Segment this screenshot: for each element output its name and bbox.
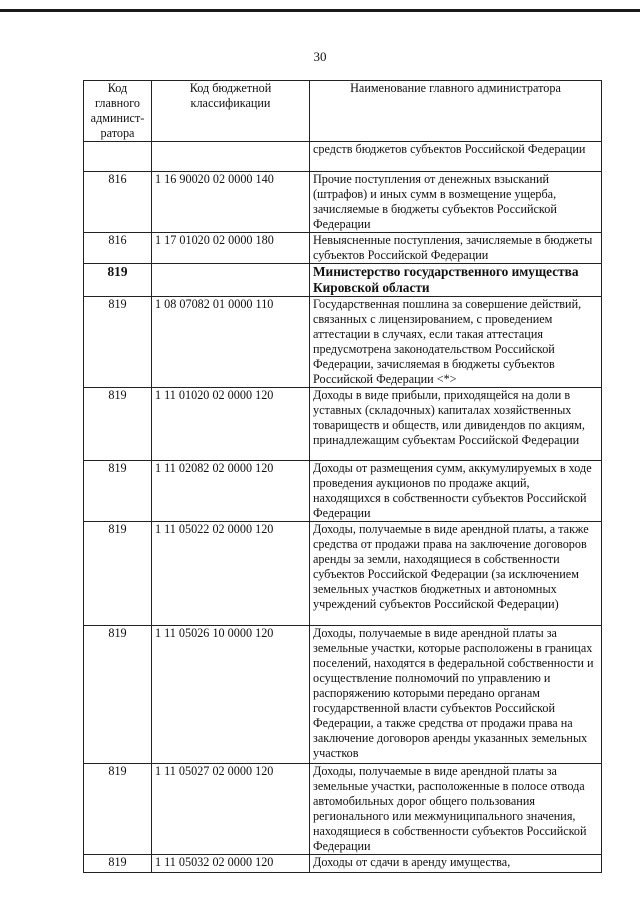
- header-budget-code: Код бюджетной классификации: [152, 81, 310, 142]
- header-admin-code: Код главного админист-ратора: [84, 81, 152, 142]
- budget-code-cell: 1 11 02082 02 0000 120: [152, 461, 310, 522]
- table-row: [84, 233, 602, 264]
- table-row: [84, 388, 602, 461]
- table-row: [84, 297, 602, 388]
- table-row: [84, 855, 602, 873]
- budget-code-cell: 1 11 05027 02 0000 120: [152, 764, 310, 855]
- admin-name-cell: Невыясненные поступления, зачисляемые в бюджеты субъектов Российской Федерации: [310, 233, 602, 264]
- budget-code-cell: 1 11 05022 02 0000 120: [152, 522, 310, 626]
- admin-name-cell: Государственная пошлина за совершение действий, связанных с лицензированием, с проведением аттестации в случаях, если такая аттестация предусмотрена законодательством Российской Федерации, зачисляемая в бюджеты субъектов Российской Федерации <*>: [310, 297, 602, 388]
- budget-code-cell: 1 11 01020 02 0000 120: [152, 388, 310, 461]
- admin-name-cell: Доходы от размещения сумм, аккумулируемых в ходе проведения аукционов по продаже акций, находящихся в собственности субъектов Российской Федерации: [310, 461, 602, 522]
- admin-name-cell: Доходы, получаемые в виде арендной платы, а также средства от продажи права на заключение договоров аренды за земли, находящиеся в собственности субъектов Российской Федерации (за исключением земельных участков бюджетных и автономных учреждений субъектов Российской Федерации): [310, 522, 602, 626]
- revenue-administrators-table: [83, 80, 602, 873]
- budget-code-cell: 1 17 01020 02 0000 180: [152, 233, 310, 264]
- table-row: [84, 764, 602, 855]
- admin-code-cell: 819: [84, 461, 152, 522]
- admin-name-cell: Министерство государственного имущества Кировской области: [310, 264, 602, 297]
- budget-code-cell: 1 16 90020 02 0000 140: [152, 172, 310, 233]
- budget-code-cell: [152, 264, 310, 297]
- page-number: 30: [313, 49, 327, 64]
- table-header-row: [84, 81, 602, 142]
- section-row: [84, 264, 602, 297]
- table-row: [84, 626, 602, 764]
- table-row: [84, 522, 602, 626]
- table-body: [84, 142, 602, 873]
- admin-code-cell: 819: [84, 764, 152, 855]
- table-row: [84, 172, 602, 233]
- admin-code-cell: 819: [84, 522, 152, 626]
- admin-name-cell: Доходы от сдачи в аренду имущества,: [310, 855, 602, 873]
- budget-code-cell: 1 11 05032 02 0000 120: [152, 855, 310, 873]
- admin-name-cell: средств бюджетов субъектов Российской Федерации: [310, 142, 602, 172]
- admin-name-cell: Доходы в виде прибыли, приходящейся на доли в уставных (складочных) капиталах хозяйственных товариществ и обществ, или дивидендов по акциям, принадлежащим субъектам Российской Федерации: [310, 388, 602, 461]
- top-rule: [0, 9, 640, 12]
- admin-code-cell: 819: [84, 626, 152, 764]
- admin-code-cell: 819: [84, 264, 152, 297]
- table-row: [84, 142, 602, 172]
- admin-code-cell: 819: [84, 297, 152, 388]
- admin-code-cell: 816: [84, 172, 152, 233]
- admin-code-cell: 819: [84, 855, 152, 873]
- admin-code-cell: 816: [84, 233, 152, 264]
- header-admin-name: Наименование главного администратора: [310, 81, 602, 142]
- admin-code-cell: [84, 142, 152, 172]
- admin-code-cell: 819: [84, 388, 152, 461]
- budget-code-cell: [152, 142, 310, 172]
- admin-name-cell: Прочие поступления от денежных взысканий (штрафов) и иных сумм в возмещение ущерба, зачисляемые в бюджеты субъектов Российской Федерации: [310, 172, 602, 233]
- admin-name-cell: Доходы, получаемые в виде арендной платы за земельные участки, расположенные в полосе отвода автомобильных дорог общего пользования регионального или межмуниципального значения, находящиеся в собственности субъектов Российской Федерации: [310, 764, 602, 855]
- table-row: [84, 461, 602, 522]
- budget-code-cell: 1 11 05026 10 0000 120: [152, 626, 310, 764]
- budget-code-cell: 1 08 07082 01 0000 110: [152, 297, 310, 388]
- admin-name-cell: Доходы, получаемые в виде арендной платы за земельные участки, которые расположены в границах поселений, находятся в федеральной собственности и осуществление полномочий по управлению и распоряжению которыми передано органам государственной власти субъектов Российской Федерации, а также средства от продажи права на заключение договоров аренды указанных земельных участков: [310, 626, 602, 764]
